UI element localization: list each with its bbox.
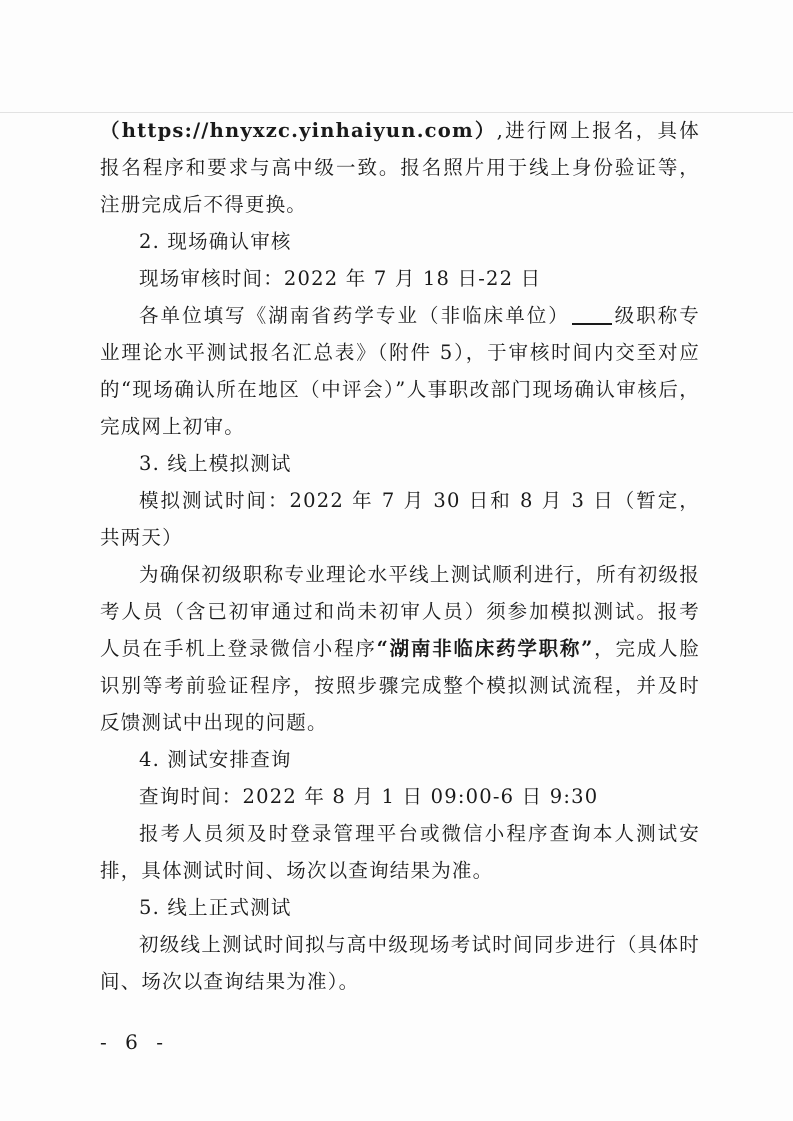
onsite-review-time: 现场审核时间：2022 年 7 月 18 日-22 日	[139, 267, 542, 290]
paragraph-registration	[100, 112, 700, 223]
paragraph-schedule-query: 报考人员须及时登录管理平台或微信小程序查询本人测试安排，具体测试时间、场次以查询结果为准。	[100, 822, 700, 882]
onsite-review-text-a: 各单位填写《湖南省药学专业（非临床单位）	[139, 304, 570, 327]
heading-mock-test: 3. 线上模拟测试	[139, 452, 292, 475]
paragraph-formal-test: 初级线上测试时间拟与高中级现场考试时间同步进行（具体时间、场次以查询结果为准）。	[100, 933, 700, 993]
mock-test-time: 模拟测试时间：2022 年 7 月 30 日和 8 月 3 日（暂定，共两天）	[100, 489, 700, 549]
paragraph-onsite-review	[100, 297, 700, 445]
mock-test-text-a: 为确保初级职称专业理论水平线上测试顺利进行，所有初级报考人员（含已初审通过和尚未初审人员）须参加模拟测试。报考人员在手机上登录微信小程序	[100, 563, 700, 660]
mock-test-text-b: ，完成人脸识别等考前验证程序，按照步骤完成整个模拟测试流程，并及时反馈测试中出现的问题。	[100, 637, 700, 734]
registration-url: （https://hnyxzc.yinhaiyun.com）	[100, 119, 497, 142]
heading-schedule-query: 4. 测试安排查询	[139, 748, 292, 771]
heading-formal-test: 5. 线上正式测试	[139, 896, 292, 919]
mini-program-name: “湖南非临床药学职称”	[376, 637, 594, 660]
schedule-query-time: 查询时间：2022 年 8 月 1 日 09:00-6 日 9:30	[139, 785, 599, 808]
page-number: - 6 -	[100, 1030, 169, 1054]
onsite-review-text-b: 级职称专业理论水平测试报名汇总表》（附件 5），于审核时间内交至对应的“现场确认所在地区（中评会）”人事职改部门现场确认审核后，完成网上初审。	[100, 304, 700, 438]
document-body	[100, 112, 700, 1000]
heading-onsite-review: 2. 现场确认审核	[139, 230, 292, 253]
fill-in-blank	[572, 303, 612, 325]
paragraph-mock-test	[100, 556, 700, 741]
registration-text: ,进行网上报名，具体报名程序和要求与高中级一致。报名照片用于线上身份验证等，注册完成后不得更换。	[100, 119, 700, 216]
